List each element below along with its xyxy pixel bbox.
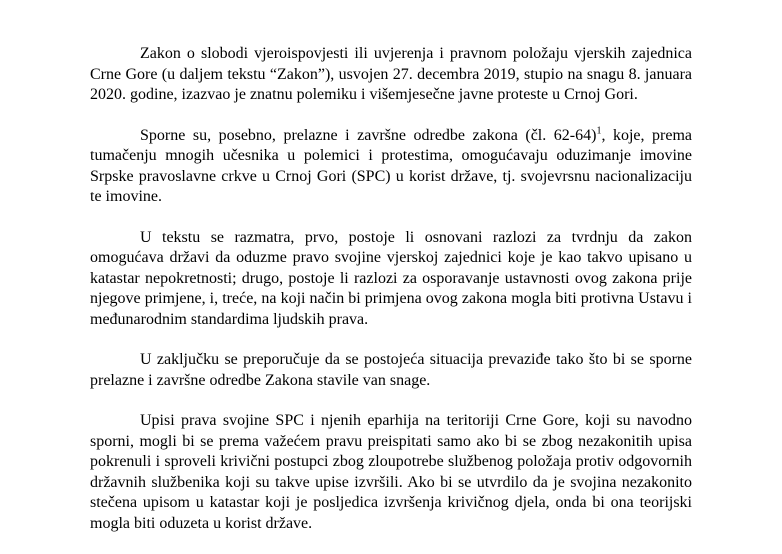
paragraph-property-records: Upisi prava svojine SPC i njenih eparhija na teritoriji Crne Gore, koji su navodno sporni, mogli bi se prema važećem pravu preispitati samo ako bi se zbog nezakonitih upisa pokrenuli i sproveli krivični postupci zbog zloupotrebe službenog položaja protiv odgovornih državnih službenika koji su takve upise izvršili. Ako bi se utvrdilo da je svojina nezakonito stečena upisom u katastar koji je posljedica izvršenja krivičnog djela, onda bi ona teorijski mogla biti oduzeta u korist države. xyxy=(90,412,692,532)
paragraph-disputed-provisions xyxy=(90,126,692,208)
paragraph-text-before-footnote: Sporne su, posebno, prelazne i završne odredbe zakona (čl. 62-64) xyxy=(140,126,597,144)
paragraph-scope: U tekstu se razmatra, prvo, postoje li osnovani razlozi za tvrdnju da zakon omogućava državi da oduzme pravo svojine vjerskoj zajednici koje je kao takvo upisano u katastar nepokretnosti; drugo, postoje li razlozi za osporavanje ustavnosti ovog zakona prije njegove primjene, i, treće, na koji način bi primjena ovog zakona mogla biti protivna Ustavu i međunarodnim standardima ljudskih prava. xyxy=(90,228,692,328)
footnote-reference[interactable]: 1 xyxy=(596,125,602,137)
paragraph-intro: Zakon o slobodi vjeroispovjesti ili uvjerenja i pravnom položaju vjerskih zajednica Crne Gore (u daljem tekstu “Zakon”), usvojen 27. decembra 2019, stupio na snagu 8. januara 2020. godine, izazvao je znatnu polemiku i višemjesečne javne proteste u Crnoj Gori. xyxy=(90,45,692,103)
paragraph-conclusion: U zaključku se preporučuje da se postojeća situacija prevaziđe tako što bi se sporne prelazne i završne odredbe Zakona stavile van snage. xyxy=(90,351,692,389)
paragraph-text-after-footnote: , koje, prema tumačenju mnogih učesnika u polemici i protestima, omogućavaju oduzimanje imovine Srpske pravoslavne crkve u Crnoj Gori (SPC) u korist države, tj. svojevrsnu nacionalizaciju te imovine. xyxy=(90,126,693,205)
document-page xyxy=(90,44,692,554)
